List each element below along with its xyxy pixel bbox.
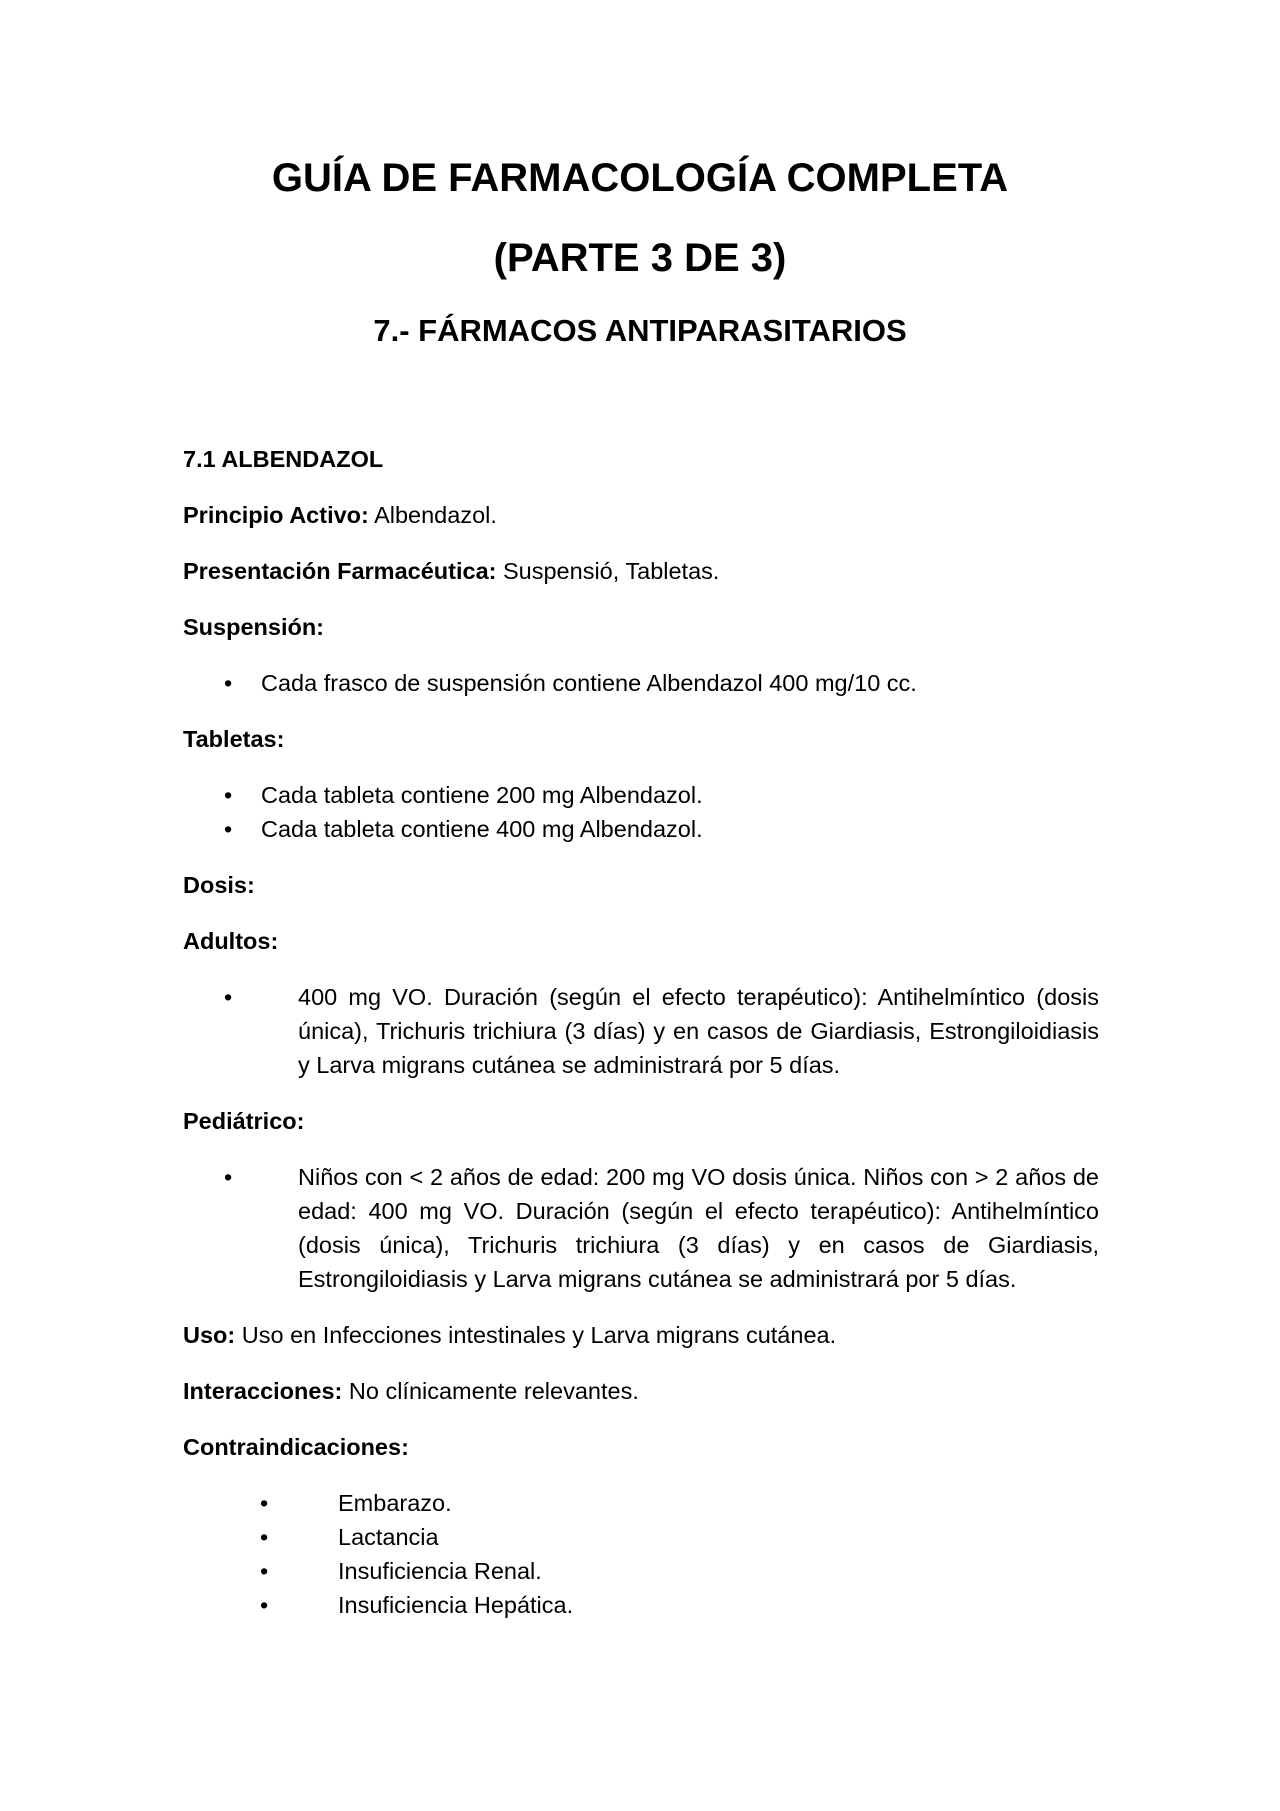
adultos-heading: Adultos:	[183, 928, 279, 954]
pediatrico-list	[183, 1160, 1099, 1296]
tabletas-list	[183, 778, 1099, 846]
contraindicaciones-list	[183, 1486, 1099, 1622]
interacciones-value: No clínicamente relevantes.	[342, 1378, 639, 1404]
list-item	[183, 812, 1099, 846]
list-item	[183, 778, 1099, 812]
bullet-icon: •	[224, 984, 233, 1010]
bullet-icon: •	[224, 816, 233, 842]
tabletas-heading: Tabletas:	[183, 726, 285, 752]
contraindicaciones-heading: Contraindicaciones:	[183, 1434, 409, 1460]
bullet-icon: •	[260, 1592, 269, 1618]
presentacion-value: Suspensió, Tabletas.	[496, 558, 720, 584]
list-item	[183, 1588, 1099, 1622]
uso-value: Uso en Infecciones intestinales y Larva migrans cutánea.	[235, 1322, 837, 1348]
list-item	[183, 980, 1099, 1082]
list-item-text: Cada tableta contiene 200 mg Albendazol.	[261, 782, 703, 808]
list-item-text: 400 mg VO. Duración (según el efecto terapéutico): Antihelmíntico (dosis única), Trichuris trichiura (3 días) y en casos de Giardiasis, Estrongiloidiasis y Larva migrans cutánea se administrará por 5 días.	[298, 984, 1099, 1078]
list-item	[183, 1520, 1099, 1554]
bullet-icon: •	[260, 1490, 269, 1516]
list-item-text: Lactancia	[338, 1524, 439, 1550]
bullet-icon: •	[224, 1164, 233, 1190]
document-title-line-1: GUÍA DE FARMACOLOGÍA COMPLETA	[271, 156, 1009, 200]
adultos-list	[183, 980, 1099, 1082]
presentacion-row	[183, 554, 1099, 588]
list-item	[183, 1486, 1099, 1520]
dosis-heading: Dosis:	[183, 872, 255, 898]
uso-row	[183, 1318, 1099, 1352]
bullet-icon: •	[260, 1558, 269, 1584]
list-item-text: Insuficiencia Hepática.	[338, 1592, 574, 1618]
uso-label: Uso:	[183, 1322, 236, 1348]
interacciones-label: Interacciones:	[183, 1378, 343, 1404]
list-item-text: Niños con < 2 años de edad: 200 mg VO dosis única. Niños con > 2 años de edad: 400 mg VO. Duración (según el efecto terapéutico): Antihelmíntico (dosis única), Trichuris trichiura (3 días) y en casos de Giardiasis, Estrongiloidiasis y Larva migrans cutánea se administrará por 5 días.	[298, 1164, 1099, 1292]
bullet-icon: •	[224, 782, 233, 808]
list-item	[183, 1160, 1099, 1296]
presentacion-label: Presentación Farmacéutica:	[183, 558, 497, 584]
list-item-text: Embarazo.	[338, 1490, 452, 1516]
drug-entry-albendazol	[183, 442, 1099, 1644]
interacciones-row	[183, 1374, 1099, 1408]
bullet-icon: •	[260, 1524, 269, 1550]
document-title-line-2: (PARTE 3 DE 3)	[493, 236, 787, 280]
list-item-text: Cada frasco de suspensión contiene Albendazol 400 mg/10 cc.	[261, 670, 917, 696]
list-item	[183, 666, 1099, 700]
list-item-text: Cada tableta contiene 400 mg Albendazol.	[261, 816, 703, 842]
principio-activo-label: Principio Activo:	[183, 502, 369, 528]
list-item	[183, 1554, 1099, 1588]
drug-heading: 7.1 ALBENDAZOL	[183, 446, 384, 472]
principio-activo-row	[183, 498, 1099, 532]
pediatrico-heading: Pediátrico:	[183, 1108, 305, 1134]
principio-activo-value: Albendazol.	[368, 502, 497, 528]
list-item-text: Insuficiencia Renal.	[338, 1558, 542, 1584]
bullet-icon: •	[224, 670, 233, 696]
suspension-heading: Suspensión:	[183, 614, 325, 640]
suspension-list	[183, 666, 1099, 700]
section-title: 7.- FÁRMACOS ANTIPARASITARIOS	[373, 313, 907, 348]
